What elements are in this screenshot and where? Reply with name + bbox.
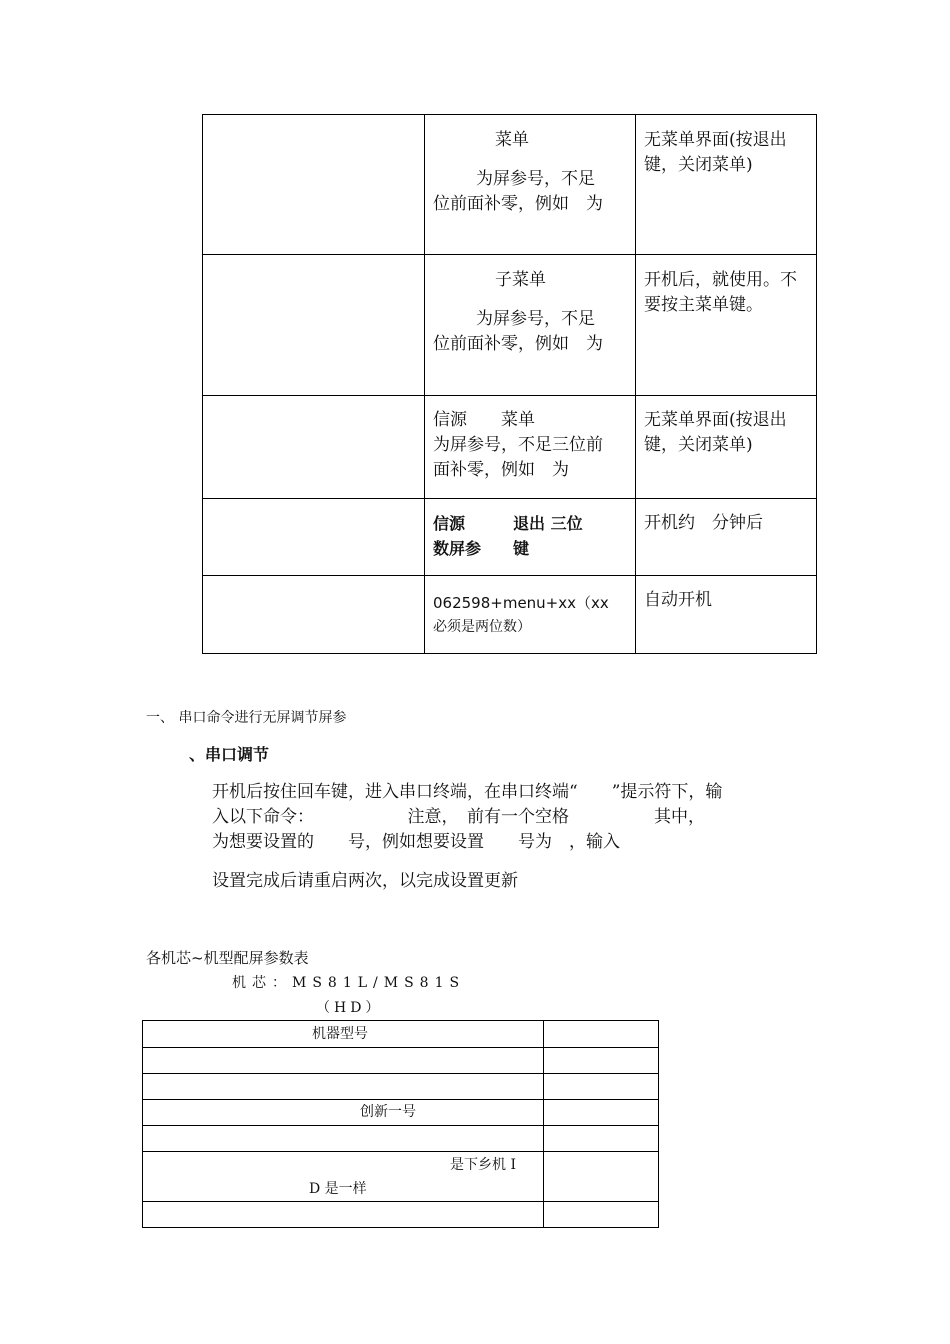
table-cell-desc: 位前面补零，例如 为 — [433, 334, 603, 354]
table-cell-desc: 为屏参号，不足三位前 — [433, 435, 603, 455]
table-cell-desc: 面补零，例如 为 — [433, 460, 569, 480]
table-header-model: 机器型号 — [312, 1026, 368, 1042]
table-cell-desc: 子菜单 — [495, 270, 546, 290]
table-cell-model: 创新一号 — [360, 1104, 416, 1120]
table-cell-desc: 062598+menu+xx（xx — [433, 594, 609, 612]
paragraph-line: 入以下命令： 注意， 前有一个空格 其中， — [212, 807, 705, 827]
table-cell-note: 开机约 分钟后 — [644, 513, 763, 533]
table-cell-desc: 数屏参 键 — [433, 539, 530, 558]
table-cell-note: 无菜单界面(按退出 — [644, 410, 787, 430]
table-cell-note: 自动开机 — [644, 590, 712, 610]
paragraph-line: 开机后按住回车键，进入串口终端，在串口终端“ ”提示符下，输 — [212, 782, 723, 802]
table-cell-desc: 信源 退出 三位 — [433, 514, 583, 533]
table-cell-note: 开机后，就使用。不 — [644, 270, 797, 290]
table-cell-desc: 必须是两位数） — [433, 619, 531, 635]
table-cell-desc: 为屏参号，不足 — [476, 169, 595, 189]
table-cell-note: 键，关闭菜单) — [644, 435, 753, 455]
table-cell-note: 无菜单界面(按退出 — [644, 130, 787, 150]
section-heading: 一、 串口命令进行无屏调节屏参 — [146, 710, 347, 726]
table-cell-desc: 菜单 — [495, 130, 529, 150]
table-cell-note: 键，关闭菜单) — [644, 155, 753, 175]
table-cell-model: D 是一样 — [309, 1181, 367, 1197]
table-cell-note: 要按主菜单键。 — [644, 295, 763, 315]
table-cell-desc: 为屏参号，不足 — [476, 309, 595, 329]
hd-line: （HD） — [316, 1000, 384, 1016]
section-subheading: 、串口调节 — [189, 745, 270, 764]
chip-line: 机芯：MS81L/MS81S — [232, 975, 466, 991]
paragraph-line: 为想要设置的 号，例如想要设置 号为 ，输入 — [212, 832, 620, 852]
table-cell-model: 是下乡机 I — [450, 1157, 516, 1173]
restart-note: 设置完成后请重启两次，以完成设置更新 — [212, 871, 518, 891]
table-caption: 各机芯~机型配屏参数表 — [146, 949, 309, 967]
table-cell-desc: 位前面补零，例如 为 — [433, 194, 603, 214]
table-cell-desc: 信源 菜单 — [433, 410, 535, 430]
